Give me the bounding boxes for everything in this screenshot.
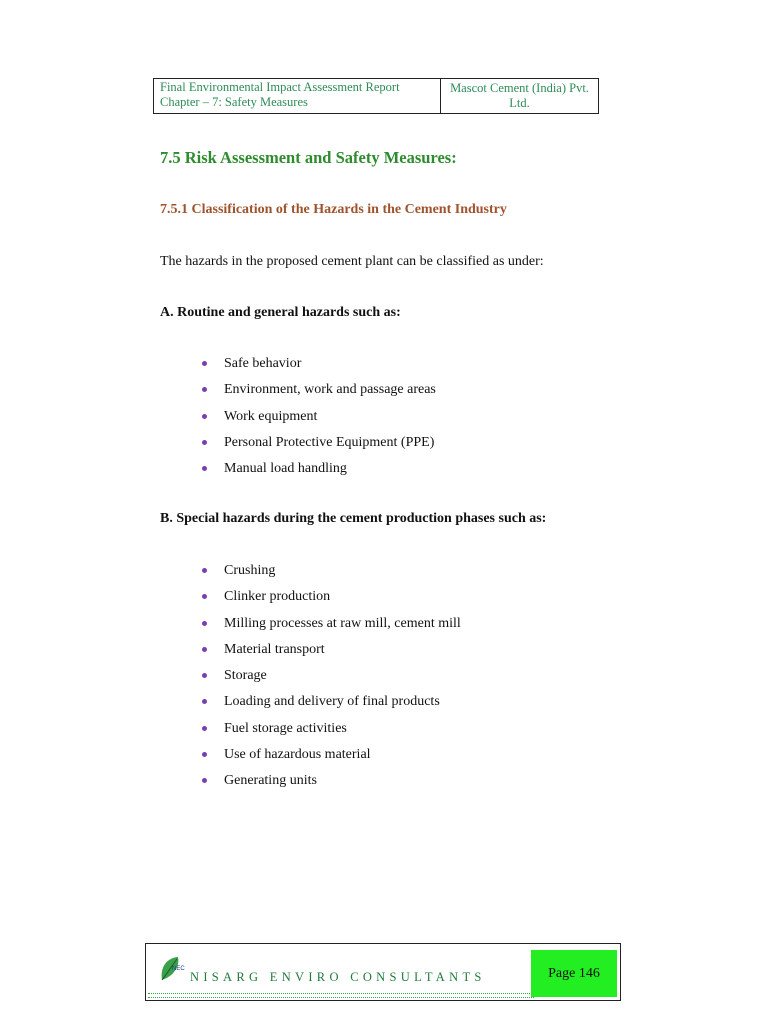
list-item: Environment, work and passage areas (200, 381, 436, 407)
company-footer-name: NISARG ENVIRO CONSULTANTS (190, 970, 486, 984)
bullet-icon (202, 673, 207, 678)
company-name-line1: Mascot Cement (India) Pvt. (450, 81, 589, 95)
chapter-title: Chapter – 7: Safety Measures (160, 95, 308, 109)
list-b (200, 562, 461, 799)
bullet-icon (202, 361, 207, 366)
bullet-icon (202, 621, 207, 626)
footer-divider (148, 993, 534, 998)
list-item: Safe behavior (200, 355, 436, 381)
page-number: Page 146 (548, 965, 600, 981)
company-cell (441, 79, 598, 113)
bullet-icon (202, 594, 207, 599)
list-item: Material transport (200, 641, 461, 667)
list-a (200, 355, 436, 486)
subsection-title: 7.5.1 Classification of the Hazards in the Cement Industry (160, 202, 507, 217)
bullet-icon (202, 647, 207, 652)
nisarg-leaf-logo-icon (158, 954, 186, 984)
report-title-cell (154, 79, 441, 113)
list-item: Loading and delivery of final products (200, 693, 461, 719)
list-item: Crushing (200, 562, 461, 588)
page-number-badge (531, 950, 617, 997)
list-item: Manual load handling (200, 460, 436, 486)
list-b-heading: B. Special hazards during the cement production phases such as: (160, 511, 547, 526)
list-item: Generating units (200, 772, 461, 798)
list-item: Clinker production (200, 588, 461, 614)
page-header (153, 78, 599, 114)
list-item: Use of hazardous material (200, 746, 461, 772)
list-item: Storage (200, 667, 461, 693)
bullet-icon (202, 699, 207, 704)
bullet-icon (202, 387, 207, 392)
section-title: 7.5 Risk Assessment and Safety Measures: (160, 148, 457, 167)
bullet-icon (202, 440, 207, 445)
logo-text: NEC (172, 966, 185, 972)
bullet-icon (202, 568, 207, 573)
company-name-line2: Ltd. (509, 96, 530, 110)
list-a-heading: A. Routine and general hazards such as: (160, 305, 401, 320)
bullet-icon (202, 752, 207, 757)
intro-paragraph: The hazards in the proposed cement plant can be classified as under: (160, 254, 544, 269)
list-item: Work equipment (200, 408, 436, 434)
bullet-icon (202, 778, 207, 783)
page-footer (145, 943, 621, 1001)
bullet-icon (202, 414, 207, 419)
list-item: Fuel storage activities (200, 720, 461, 746)
bullet-icon (202, 466, 207, 471)
list-item: Milling processes at raw mill, cement mill (200, 615, 461, 641)
bullet-icon (202, 726, 207, 731)
list-item: Personal Protective Equipment (PPE) (200, 434, 436, 460)
report-title: Final Environmental Impact Assessment Report (160, 80, 400, 94)
